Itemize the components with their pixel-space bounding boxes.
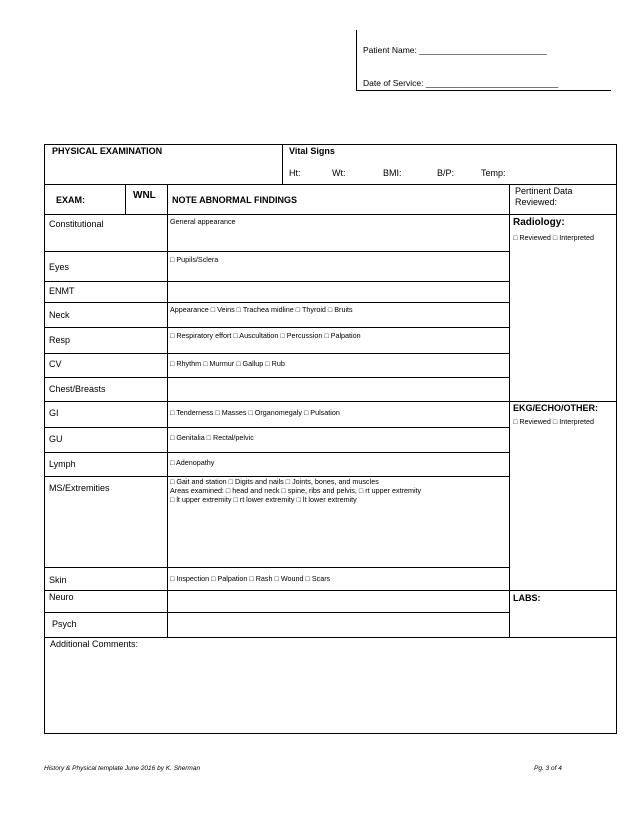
footer-left: History & Physical template June 2016 by K. Sherman <box>44 765 201 772</box>
row-resp-detail: □ Respiratory effort □ Auscultation □ Percussion □ Palpation <box>170 331 361 340</box>
row-gu-label: GU <box>49 434 63 444</box>
col-pertinent-header: Pertinent Data Reviewed: <box>515 186 573 208</box>
patient-name-field[interactable]: Patient Name: ___________________________ <box>363 45 547 55</box>
row-ms-line3: □ lt upper extremity □ rt lower extremity □ lt lower extremity <box>170 495 357 504</box>
row-cv-label: CV <box>49 359 62 369</box>
row-gu-detail: □ Genitalia □ Rectal/pelvic <box>170 433 254 442</box>
footer-page-number: Pg. 3 of 4 <box>534 765 562 772</box>
date-of-service-field[interactable]: Date of Service: ____________________________ <box>363 78 559 88</box>
row-ms-label: MS/Extremities <box>49 483 110 493</box>
vital-bp-label: B/P: <box>437 168 455 178</box>
row-constitutional-label: Constitutional <box>49 219 104 229</box>
row-lymph-detail: □ Adenopathy <box>170 458 215 467</box>
additional-comments-label: Additional Comments: <box>50 639 139 649</box>
row-cv-detail: □ Rhythm □ Murmur □ Gallup □ Rub <box>170 359 285 368</box>
row-chest-label: Chest/Breasts <box>49 384 106 394</box>
row-psych-label: Psych <box>52 619 77 629</box>
radiology-options[interactable]: □ Reviewed □ Interpreted <box>513 233 594 242</box>
row-eyes-detail: □ Pupils/Sclera <box>170 255 219 264</box>
radiology-title: Radiology: <box>513 217 565 228</box>
row-ms-line1: □ Gait and station □ Digits and nails □ Joints, bones, and muscles <box>170 477 379 486</box>
row-gi-label: GI <box>49 408 59 418</box>
row-ms-line2: Areas examined: □ head and neck □ spine, ribs and pelvis, □ rt upper extremity <box>170 486 422 495</box>
physical-exam-title: PHYSICAL EXAMINATION <box>52 146 163 156</box>
row-skin-label: Skin <box>49 575 67 585</box>
row-skin-detail: □ Inspection □ Palpation □ Rash □ Wound □ Scars <box>170 574 331 583</box>
vital-signs-title: Vital Signs <box>289 146 335 156</box>
row-neck-label: Neck <box>49 310 70 320</box>
row-resp-label: Resp <box>49 335 71 345</box>
vital-wt-label: Wt: <box>332 168 346 178</box>
row-gi-detail: □ Tenderness □ Masses □ Organomegaly □ Pulsation <box>170 408 340 417</box>
vital-bmi-label: BMI: <box>383 168 402 178</box>
col-exam-header: EXAM: <box>56 195 85 205</box>
row-eyes-label: Eyes <box>49 262 70 272</box>
col-findings-header: NOTE ABNORMAL FINDINGS <box>172 195 297 205</box>
patient-header-box <box>356 30 611 91</box>
row-enmt-label: ENMT <box>49 286 75 296</box>
row-constitutional-detail: General appearance <box>170 217 236 226</box>
row-neuro-label: Neuro <box>49 592 74 602</box>
col-wnl-header: WNL <box>133 190 156 201</box>
vital-temp-label: Temp: <box>481 168 506 178</box>
labs-title: LABS: <box>513 593 541 603</box>
ekg-title: EKG/ECHO/OTHER: <box>513 403 599 413</box>
vital-ht-label: Ht: <box>289 168 301 178</box>
ekg-options[interactable]: □ Reviewed □ Interpreted <box>513 417 594 426</box>
row-neck-detail: Appearance □ Veins □ Trachea midline □ Thyroid □ Bruits <box>170 305 353 314</box>
row-lymph-label: Lymph <box>49 459 76 469</box>
